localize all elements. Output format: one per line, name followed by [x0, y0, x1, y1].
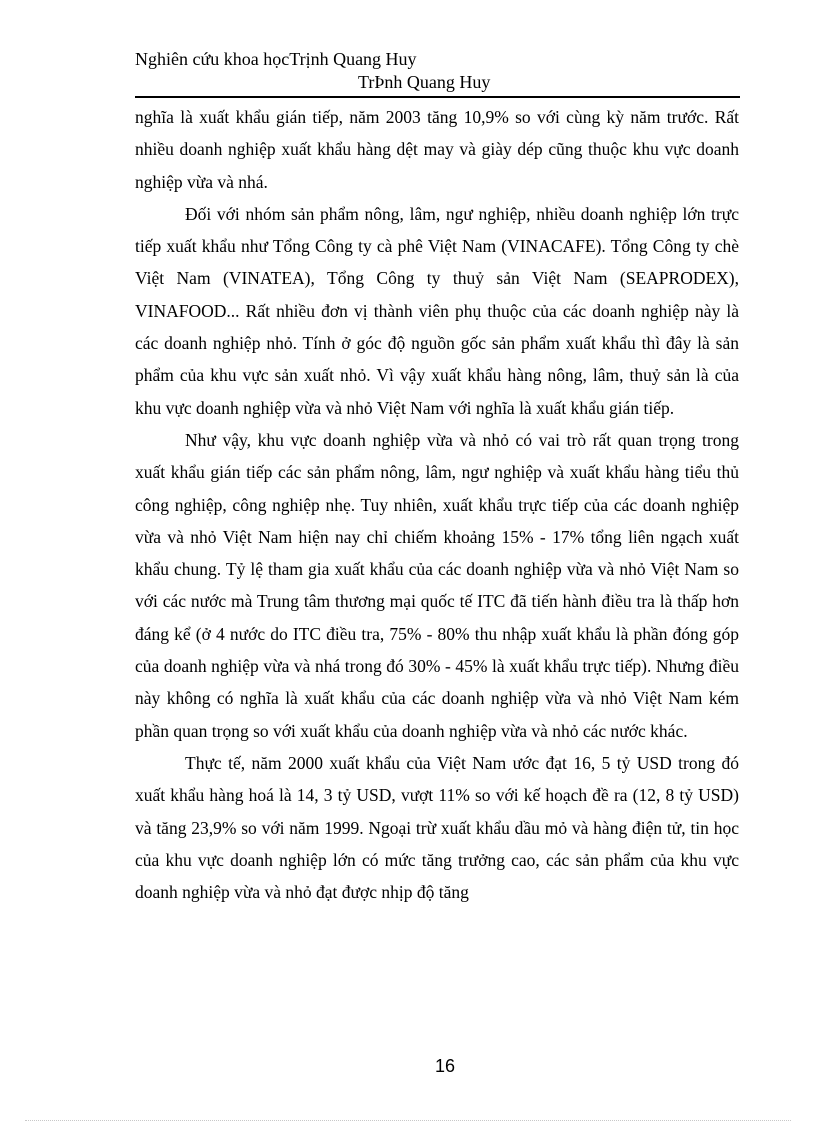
paragraph-continuation: nghĩa là xuất khẩu gián tiếp, năm 2003 tăng 10,9% so với cùng kỳ năm trước. Rất nhiều doanh nghiệp xuất khẩu hàng dệt may và giày dép cũng thuộc khu vực doanh nghiệp vừa và nhá.	[135, 107, 739, 192]
page-bottom-divider	[25, 1120, 791, 1121]
paragraph-sme-role: Như vậy, khu vực doanh nghiệp vừa và nhỏ có vai trò rất quan trọng trong xuất khẩu gián tiếp các sản phẩm nông, lâm, ngư nghiệp và xuất khẩu hàng tiểu thủ công nghiệp, công nghiệp nhẹ. Tuy nhiên, xuất khẩu trực tiếp của các doanh nghiệp vừa và nhỏ Việt Nam hiện nay chỉ chiếm khoảng 15% - 17% tổng liên ngạch xuất khẩu chung. Tỷ lệ tham gia xuất khẩu của các doanh nghiệp vừa và nhỏ Việt Nam so với các nước mà Trung tâm thương mại quốc tế ITC đã tiến hành điều tra là thấp hơn đáng kể (ở 4 nước do ITC điều tra, 75% - 80% thu nhập xuất khẩu là phần đóng góp của doanh nghiệp vừa và nhá trong đó 30% - 45% là xuất khẩu trực tiếp). Nhưng điều này không có nghĩa là xuất khẩu của các doanh nghiệp vừa và nhỏ Việt Nam kém phần quan trọng so với xuất khẩu của doanh nghiệp vừa và nhỏ các nước khác.	[135, 429, 739, 741]
page-number: 16	[434, 1056, 456, 1076]
running-header-line-1: Nghiên cứu khoa họcTrịnh Quang Huy	[135, 49, 417, 69]
header-rule	[135, 96, 740, 98]
body-text	[135, 101, 739, 908]
paragraph-export-figures: Thực tế, năm 2000 xuất khẩu của Việt Nam ước đạt 16, 5 tỷ USD trong đó xuất khẩu hàng hoá là 14, 3 tỷ USD, vượt 11% so với kế hoạch đề ra (12, 8 tỷ USD) và tăng 23,9% so với năm 1999. Ngoại trừ xuất khẩu dầu mỏ và hàng điện tử, tin học của khu vực doanh nghiệp lớn có mức tăng trưởng cao, các sản phẩm của khu vực doanh nghiệp vừa và nhỏ đạt được nhịp độ tăng	[135, 752, 739, 903]
paragraph-agriculture-exports: Đối với nhóm sản phẩm nông, lâm, ngư nghiệp, nhiều doanh nghiệp lớn trực tiếp xuất khẩu như Tổng Công ty cà phê Việt Nam (VINACAFE). Tổng Công ty chè Việt Nam (VINATEA), Tổng Công ty thuỷ sản Việt Nam (SEAPRODEX), VINAFOOD... Rất nhiều đơn vị thành viên phụ thuộc của các doanh nghiệp này là các doanh nghiệp nhỏ. Tính ở góc độ nguồn gốc sản phẩm xuất khẩu thì đây là sản phẩm của khu vực sản xuất nhỏ. Vì vậy xuất khẩu hàng nông, lâm, thuỷ sản là của khu vực doanh nghiệp vừa và nhỏ Việt Nam với nghĩa là xuất khẩu gián tiếp.	[135, 203, 739, 418]
running-header-line-2: TrÞnh Quang Huy	[358, 72, 491, 92]
